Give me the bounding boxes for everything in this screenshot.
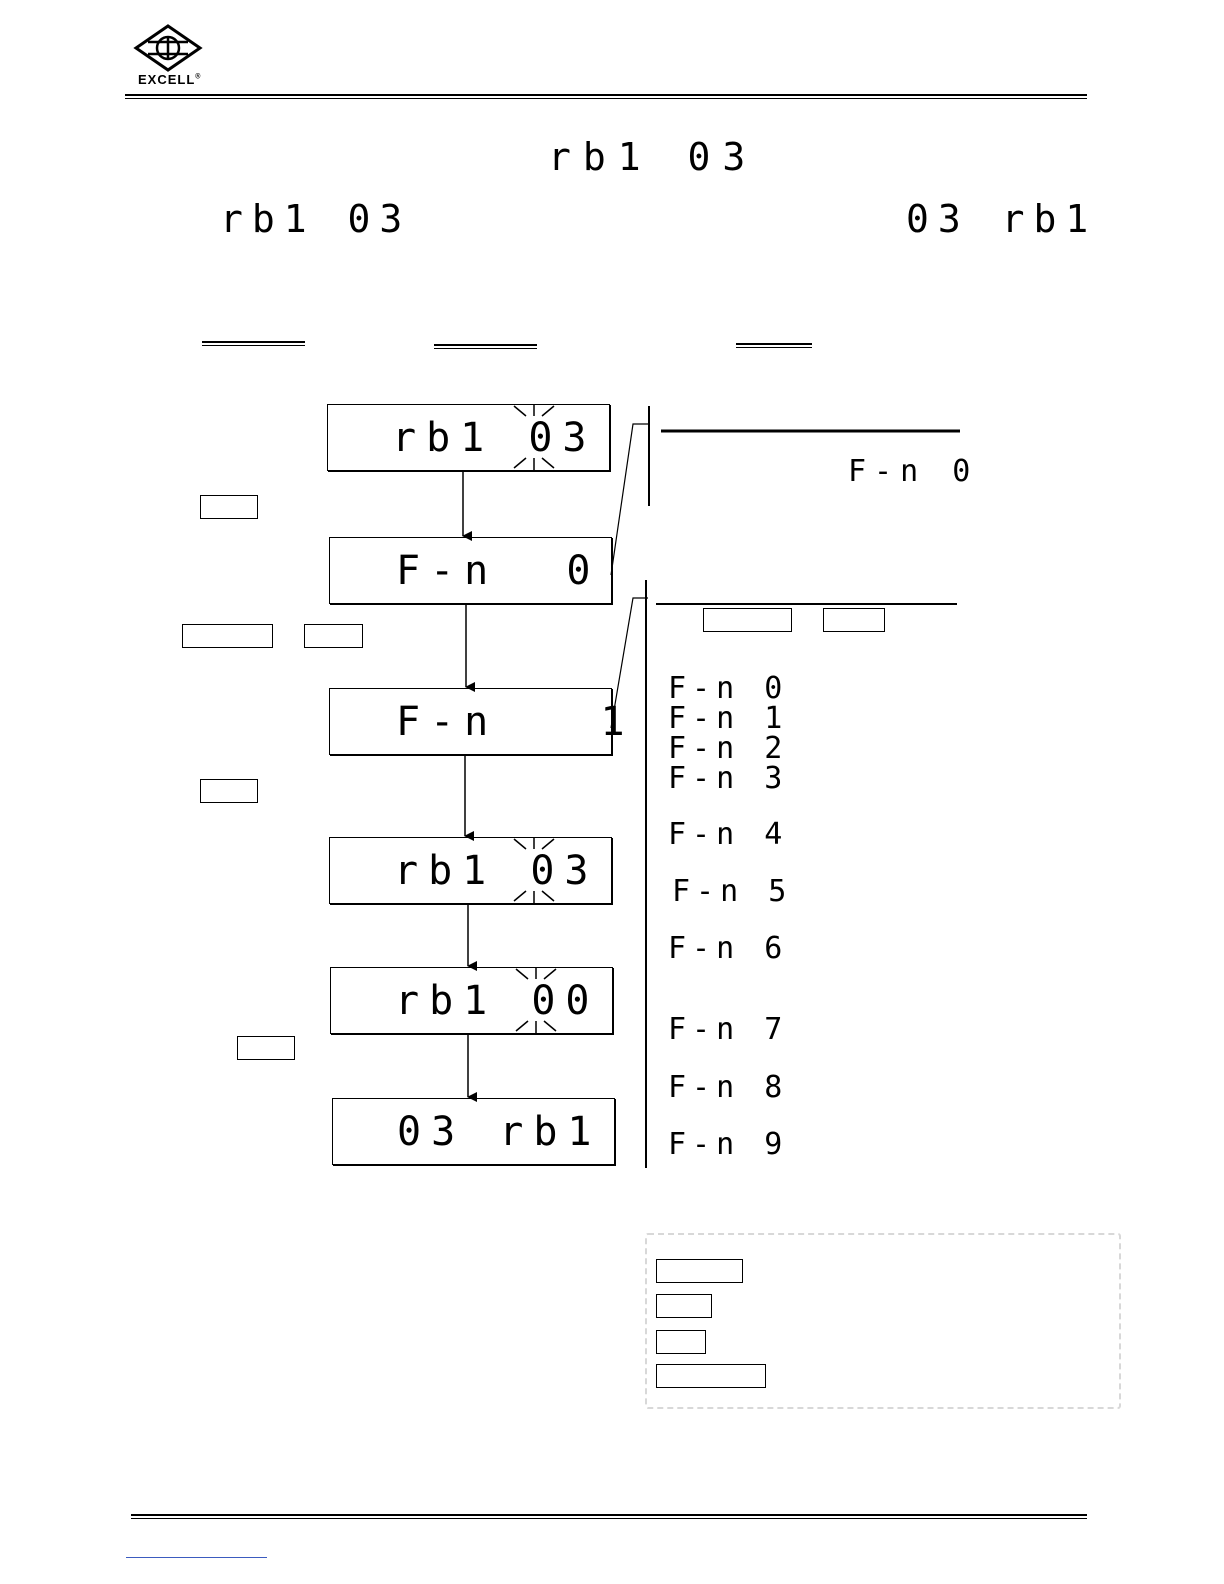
brand-name: EXCELL xyxy=(138,72,196,87)
key-button[interactable] xyxy=(823,608,885,632)
lcd-text: rb1 03 xyxy=(392,414,597,461)
lcd-text: rb1 03 xyxy=(394,847,599,894)
mode-list-item: F-n 0 xyxy=(668,671,789,706)
mode-list-item: F-n 7 xyxy=(668,1012,789,1047)
key-legend-box xyxy=(645,1233,1121,1409)
key-button[interactable] xyxy=(237,1036,295,1060)
lcd-text: 03 rb1 xyxy=(397,1108,602,1155)
mode-list-item: F-n 9 xyxy=(668,1127,789,1162)
inline-display-code-left: rb1 03 xyxy=(220,197,412,241)
callout-connector xyxy=(611,598,648,728)
mode-list-item: F-n 2 xyxy=(668,731,789,766)
mode-list-item: F-n 8 xyxy=(668,1070,789,1105)
key-button-wide[interactable] xyxy=(182,624,273,648)
mode-list-item: F-n 5 xyxy=(672,874,793,909)
key-button[interactable] xyxy=(200,495,258,519)
mode-list-item: F-n 1 xyxy=(668,701,789,736)
legend-key-button[interactable] xyxy=(656,1364,766,1388)
lcd-text: F-n 1 xyxy=(396,698,635,745)
lcd-text: rb1 00 xyxy=(395,977,600,1024)
header-display-code: rb1 03 xyxy=(548,135,758,179)
key-button-wide[interactable] xyxy=(703,608,792,632)
mode-list-item: F-n 3 xyxy=(668,761,789,796)
mode-list-item: F-n 4 xyxy=(668,817,789,852)
registered-mark: ® xyxy=(195,73,202,81)
lcd-text: F-n 0 xyxy=(396,547,601,594)
legend-key-button[interactable] xyxy=(656,1330,706,1354)
mode-list-item: F-n 6 xyxy=(668,931,789,966)
callout-connector xyxy=(611,424,650,575)
legend-key-button[interactable] xyxy=(656,1259,743,1283)
key-button[interactable] xyxy=(304,624,363,648)
key-button[interactable] xyxy=(200,779,258,803)
inline-display-code-right: 03 rb1 xyxy=(906,197,1098,241)
footer-rule xyxy=(131,1514,1087,1519)
legend-key-button[interactable] xyxy=(656,1294,712,1318)
note-panel-1-code: F-n 0 xyxy=(848,454,979,489)
footer-link-underline[interactable] xyxy=(126,1557,267,1558)
